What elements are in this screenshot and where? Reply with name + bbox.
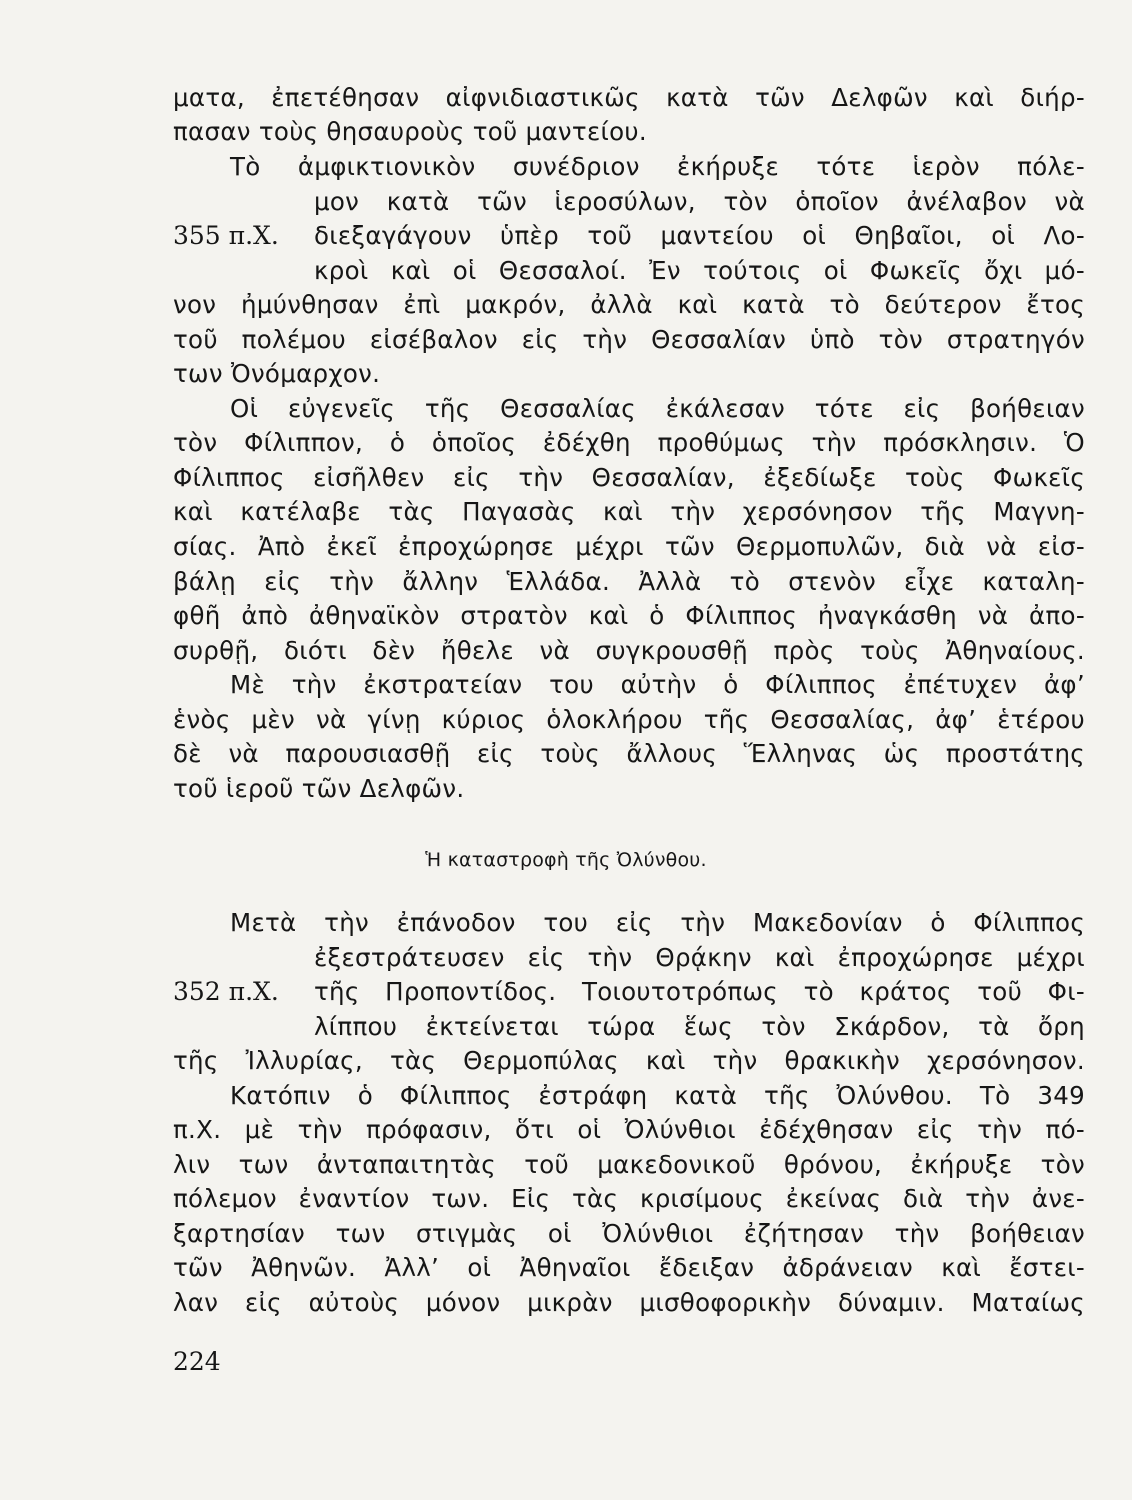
text-line: Τὸ ἀμφικτιονικὸν συνέδριον ἐκήρυξε τότε ἱερὸν πόλε- <box>230 152 1085 181</box>
text-line: συρθῇ, διότι δὲν ἤθελε νὰ συγκρουσθῇ πρὸς τοὺς Ἀθηναίους. <box>173 636 1085 665</box>
text-line: ξαρτησίαν των στιγμὰς οἱ Ὀλύνθιοι ἐζήτησαν τὴν βοήθειαν <box>173 1219 1085 1248</box>
text-line: των Ὀνόμαρχον. <box>173 359 381 388</box>
text-line: τῆς Ἰλλυρίας, τὰς Θερμοπύλας καὶ τὴν θρακικὴν χερσόνησον. <box>173 1046 1085 1075</box>
text-line: Μὲ τὴν ἐκστρατείαν του αὐτὴν ὁ Φίλιππος ἐπέτυχεν ἀφ’ <box>230 670 1085 699</box>
text-line: καὶ κατέλαβε τὰς Παγασὰς καὶ τὴν χερσόνησον τῆς Μαγνη- <box>173 497 1085 526</box>
text-line: σίας. Ἀπὸ ἐκεῖ ἐπροχώρησε μέχρι τῶν Θερμοπυλῶν, διὰ νὰ εἰσ- <box>173 532 1085 561</box>
text-line: ματα, ἐπετέθησαν αἰφνιδιαστικῶς κατὰ τῶν Δελφῶν καὶ διήρ- <box>173 83 1085 112</box>
text-line: τοῦ πολέμου εἰσέβαλον εἰς τὴν Θεσσαλίαν ὑπὸ τὸν στρατηγόν <box>173 325 1085 354</box>
text-line: π.Χ. μὲ τὴν πρόφασιν, ὅτι οἱ Ὀλύνθιοι ἐδέχθησαν εἰς τὴν πό- <box>173 1115 1085 1144</box>
text-line: Κατόπιν ὁ Φίλιππος ἐστράφη κατὰ τῆς Ὀλύνθου. Τὸ 349 <box>230 1081 1085 1110</box>
margin-note-date: 352 π.Χ. <box>173 977 279 1006</box>
text-line: κροὶ καὶ οἱ Θεσσαλοί. Ἐν τούτοις οἱ Φωκεῖς ὄχι μό- <box>314 256 1085 285</box>
page-number: 224 <box>173 1347 221 1376</box>
text-line: βάλῃ εἰς τὴν ἄλλην Ἑλλάδα. Ἀλλὰ τὸ στενὸν εἶχε καταλη- <box>173 567 1085 596</box>
text-line: Μετὰ τὴν ἐπάνοδον του εἰς τὴν Μακεδονίαν ὁ Φίλιππος <box>230 908 1085 937</box>
text-line: τῆς Προποντίδος. Τοιουτοτρόπως τὸ κράτος τοῦ Φι- <box>314 977 1085 1006</box>
text-line: φθῆ ἀπὸ ἀθηναϊκὸν στρατὸν καὶ ὁ Φίλιππος ἠναγκάσθη νὰ ἀπο- <box>173 601 1085 630</box>
text-line: δὲ νὰ παρουσιασθῇ εἰς τοὺς ἄλλους Ἕλληνας ὡς προστάτης <box>173 739 1085 768</box>
text-line: πόλεμον ἐναντίον των. Εἰς τὰς κρισίμους ἐκείνας διὰ τὴν ἀνε- <box>173 1184 1085 1213</box>
text-line: Οἱ εὐγενεῖς τῆς Θεσσαλίας ἐκάλεσαν τότε εἰς βοήθειαν <box>230 394 1085 423</box>
margin-note-date: 355 π.Χ. <box>173 221 279 250</box>
text-line: ἑνὸς μὲν νὰ γίνῃ κύριος ὁλοκλήρου τῆς Θεσσαλίας, ἀφ’ ἑτέρου <box>173 705 1085 734</box>
text-line: λιν των ἀνταπαιτητὰς τοῦ μακεδονικοῦ θρόνου, ἐκήρυξε τὸν <box>173 1150 1085 1179</box>
text-line: τῶν Ἀθηνῶν. Ἀλλ’ οἱ Ἀθηναῖοι ἔδειξαν ἀδράνειαν καὶ ἔστει- <box>173 1253 1085 1282</box>
text-line: διεξαγάγουν ὑπὲρ τοῦ μαντείου οἱ Θηβαῖοι, οἱ Λο- <box>314 221 1085 250</box>
text-line: λίππου ἐκτείνεται τώρα ἕως τὸν Σκάρδον, τὰ ὄρη <box>314 1012 1085 1041</box>
text-line: τὸν Φίλιππον, ὁ ὁποῖος ἐδέχθη προθύμως τὴν πρόσκλησιν. Ὁ <box>173 428 1085 457</box>
text-line: τοῦ ἱεροῦ τῶν Δελφῶν. <box>173 774 465 803</box>
text-line: λαν εἰς αὐτοὺς μόνον μικρὰν μισθοφορικὴν δύναμιν. Ματαίως <box>173 1288 1085 1317</box>
text-line: μον κατὰ τῶν ἱεροσύλων, τὸν ὁποῖον ἀνέλαβον νὰ <box>314 187 1085 216</box>
text-line: νον ἠμύνθησαν ἐπὶ μακρόν, ἀλλὰ καὶ κατὰ τὸ δεύτερον ἔτος <box>173 290 1085 319</box>
text-line: Φίλιππος εἰσῆλθεν εἰς τὴν Θεσσαλίαν, ἐξεδίωξε τοὺς Φωκεῖς <box>173 463 1085 492</box>
text-line: ἐξεστράτευσεν εἰς τὴν Θρᾴκην καὶ ἐπροχώρησε μέχρι <box>314 943 1085 972</box>
text-line: πασαν τοὺς θησαυροὺς τοῦ μαντείου. <box>173 117 647 146</box>
section-heading: Ἡ καταστροφὴ τῆς Ὀλύνθου. <box>425 849 707 871</box>
